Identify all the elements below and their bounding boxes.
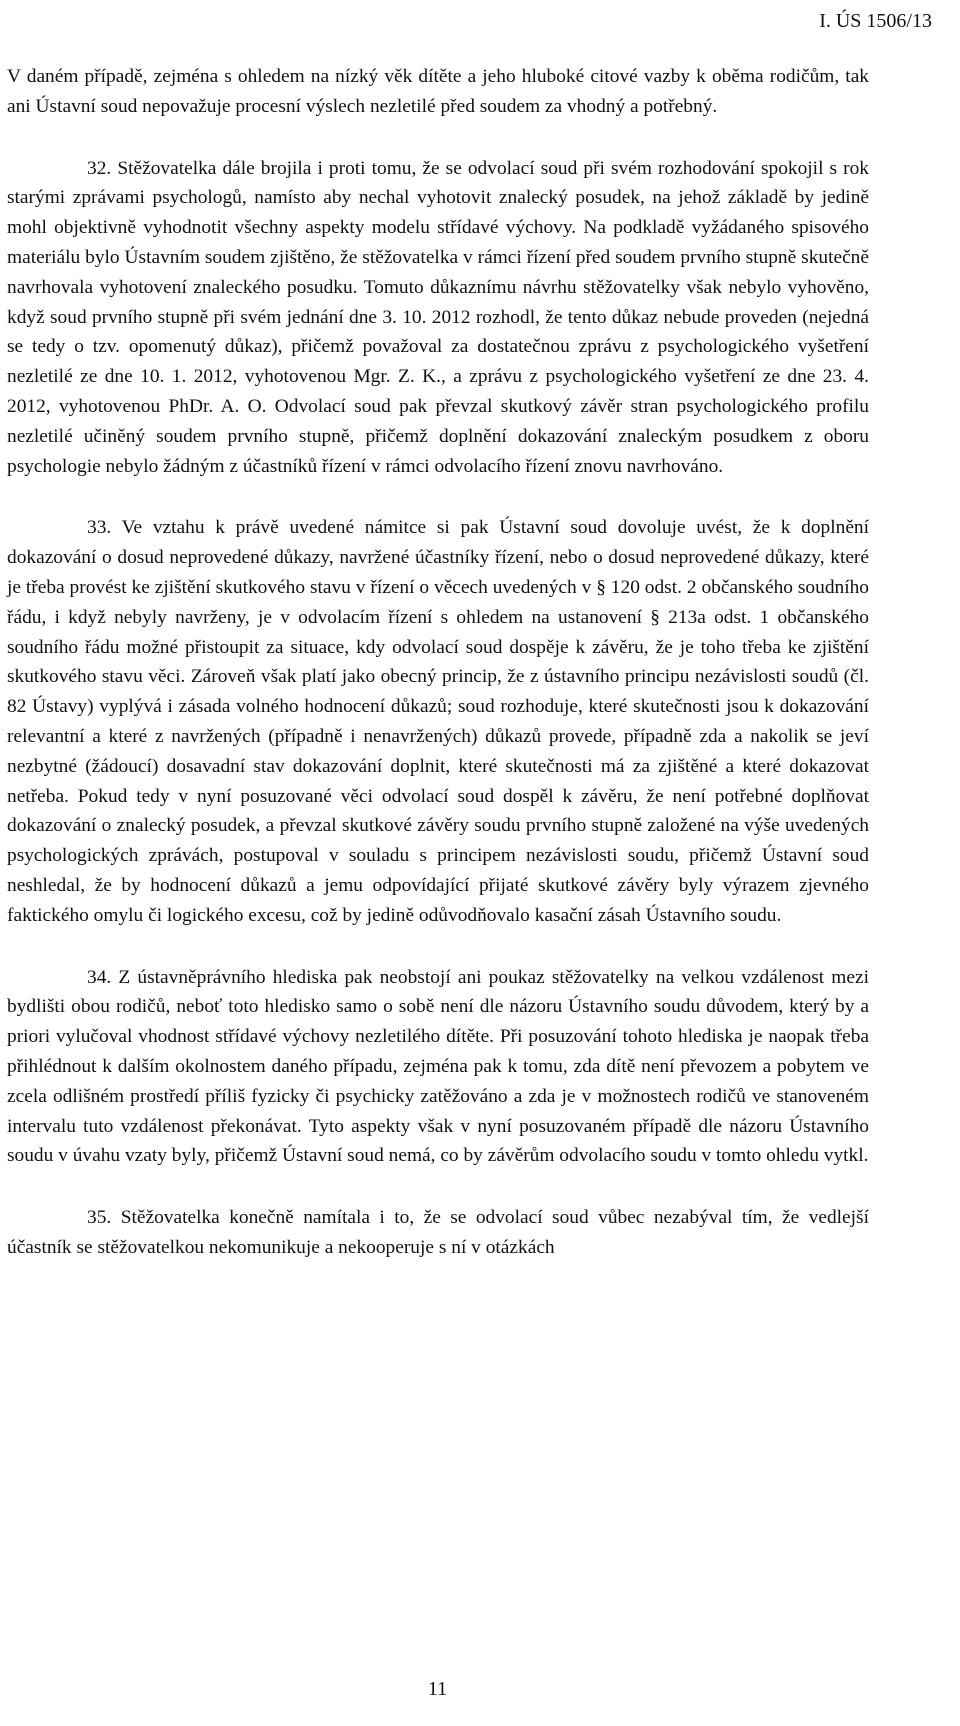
paragraph-text: Z ústavněprávního hlediska pak neobstojí ani poukaz stěžovatelky na velkou vzdálenost mezi bydlišti obou rodičů, neboť toto hledisko samo o sobě není dle názoru Ústavního soudu důvodem, který by a priori vylučoval vhodnost střídavé výchovy nezletilého dítěte. Při posuzování tohoto hlediska je naopak třeba přihlédnout k dalším okolnostem daného případu, zejména pak k tomu, zda dítě není převozem a pobytem ve zcela odlišném prostředí příliš fyzicky či psychicky zatěžováno a zda je v možnostech rodičů ve stanoveném intervalu tuto vzdálenost překonávat. Tyto aspekty však v nyní posuzovaném případě dle názoru Ústavního soudu v úvahu vzaty byly, přičemž Ústavní soud nemá, co by závěrům odvolacího soudu v tomto ohledu vytkl. xyxy=(7,966,869,1167)
paragraph-number: 35. xyxy=(87,1207,112,1229)
page-number: 11 xyxy=(427,1678,448,1700)
paragraph-32 xyxy=(7,154,869,482)
paragraph-number: 33. xyxy=(87,517,112,539)
case-number-header: I. ÚS 1506/13 xyxy=(819,10,932,32)
paragraph-number: 34. xyxy=(87,966,112,988)
paragraph-number: 32. xyxy=(87,157,112,179)
paragraph-text: V daném případě, zejména s ohledem na nízký věk dítěte a jeho hluboké citové vazby k oběma rodičům, tak ani Ústavní soud nepovažuje procesní výslech nezletilé před soudem za vhodný a potřebný. xyxy=(7,66,869,117)
paragraph-34 xyxy=(7,963,869,1172)
paragraph-text: Ve vztahu k právě uvedené námitce si pak Ústavní soud dovoluje uvést, že k doplnění dokazování o dosud neprovedené důkazy, navržené účastníky řízení, nebo o dosud neprovedené důkazy, které je třeba provést ke zjištění skutkového stavu v řízení o věcech uvedených v § 120 odst. 2 občanského soudního řádu, i když nebyly navrženy, je v odvolacím řízení s ohledem na ustanovení § 213a odst. 1 občanského soudního řádu možné přistoupit za situace, kdy odvolací soud dospěje k závěru, že je toho třeba ke zjištění skutkového stavu věci. Zároveň však platí jako obecný princip, že z ústavního principu nezávislosti soudů (čl. 82 Ústavy) vyplývá i zásada volného hodnocení důkazů; soud rozhoduje, které skutečnosti jsou k dokazování relevantní a které z navržených (případně i nenavržených) důkazů provede, případně zda a nakolik se jeví nezbytné (žádoucí) dosavadní stav dokazování doplnit, které skutečnosti má za zjištěné a které dokazovat netřeba. Pokud tedy v nyní posuzované věci odvolací soud dospěl k závěru, že není potřebné doplňovat dokazování o znalecký posudek, a převzal skutkové závěry soudu prvního stupně založené na výše uvedených psychologických zprávách, postupoval v souladu s principem nezávislosti soudu, přičemž Ústavní soud neshledal, že by hodnocení důkazů a jemu odpovídající přijaté skutkové závěry byly výrazem zjevného faktického omylu či logického excesu, což by jedině odůvodňovalo kasační zásah Ústavního soudu. xyxy=(7,517,870,926)
paragraph-text: Stěžovatelka konečně namítala i to, že se odvolací soud vůbec nezabýval tím, že vedlejší účastník se stěžovatelkou nekomunikuje a nekooperuje s ní v otázkách xyxy=(7,1207,869,1258)
paragraph-35 xyxy=(7,1203,869,1263)
document-body xyxy=(7,62,869,1263)
paragraph-text: Stěžovatelka dále brojila i proti tomu, že se odvolací soud při svém rozhodování spokojil s rok starými zprávami psychologů, namísto aby nechal vyhotovit znalecký posudek, na jehož základě by jedině mohl objektivně vyhodnotit všechny aspekty modelu střídavé výchovy. Na podkladě vyžádaného spisového materiálu bylo Ústavním soudem zjištěno, že stěžovatelka v rámci řízení před soudem prvního stupně skutečně navrhovala vyhotovení znaleckého posudku. Tomuto důkaznímu návrhu stěžovatelky však nebylo vyhověno, když soud prvního stupně při svém jednání dne 3. 10. 2012 rozhodl, že tento důkaz nebude proveden (nejedná se tedy o tzv. opomenutý důkaz), přičemž považoval za dostatečnou zprávu z psychologického vyšetření nezletilé ze dne 10. 1. 2012, vyhotovenou Mgr. Z. K., a zprávu z psychologického vyšetření ze dne 23. 4. 2012, vyhotovenou PhDr. A. O. Odvolací soud pak převzal skutkový závěr stran psychologického profilu nezletilé učiněný soudem prvního stupně, přičemž doplnění dokazování znaleckým posudkem z oboru psychologie nebylo žádným z účastníků řízení v rámci odvolacího řízení znovu navrhováno. xyxy=(7,157,869,477)
paragraph-33 xyxy=(7,513,869,930)
paragraph-intro xyxy=(7,62,869,122)
